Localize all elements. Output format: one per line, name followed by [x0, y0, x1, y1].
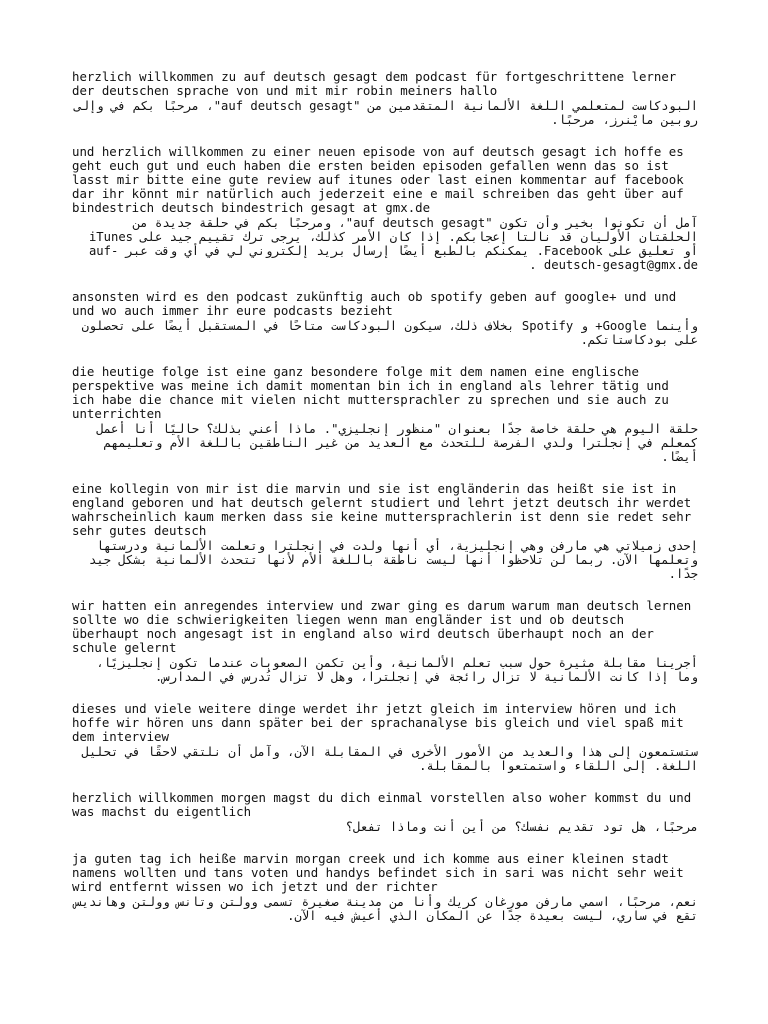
german-text: ja guten tag ich heiße marvin morgan creek und ich komme aus einer kleinen stadt namens wollten und tans voten und handys befindet sich in sari was nicht sehr weit wird entfernt wissen wo ich jetzt und der richter — [72, 851, 684, 894]
german-text: herzlich willkommen zu auf deutsch gesagt dem podcast für fortgeschrittene lerner der deutschen sprache von und mit mir robin meiners hallo — [72, 69, 677, 98]
paragraph-3 — [72, 290, 698, 347]
german-text: und herzlich willkommen zu einer neuen episode von auf deutsch gesagt ich hoffe es geht euch gut und euch haben die ersten beiden episoden gefallen wenn das so ist lasst mir bitte eine gute review auf itunes oder last einen kommentar auf facebook dar ihr könnt mir natürlich auch jederzeit eine e mail schreiben das geht über auf bindestrich deutsch bindestrich gesagt at gmx.de — [72, 144, 684, 215]
german-text: eine kollegin von mir ist die marvin und sie ist engländerin das heißt sie ist in england geboren und hat deutsch gelernt studiert und lehrt jetzt deutsch ihr werdet wahrscheinlich kaum merken dass sie keine muttersprachlerin ist denn sie redet sehr sehr gutes deutsch — [72, 481, 692, 538]
german-text: ansonsten wird es den podcast zukünftig auch ob spotify geben auf google+ und und und wo auch immer ihr eure podcasts bezieht — [72, 289, 677, 318]
arabic-translation: ستستمعون إلى هذا والعديد من الأمور الأخرى في المقابلة الآن، وآمل أن نلتقي لاحقًا في تحليل اللغة. إلى اللقاء واستمتعوا بالمقابلة. — [81, 745, 698, 773]
paragraph-7 — [72, 702, 698, 773]
paragraph-5 — [72, 482, 698, 581]
paragraph-4 — [72, 365, 698, 464]
german-text: herzlich willkommen morgen magst du dich einmal vorstellen also woher kommst du und was machst du eigentlich — [72, 790, 692, 819]
arabic-translation: البودكاست لمتعلمي اللغة الألمانية المتقدمين من "auf deutsch gesagt"، مرحبًا بكم في وإلى روبين مايْنرز، مرحبًا. — [74, 99, 698, 127]
german-text: wir hatten ein anregendes interview und zwar ging es darum warum man deutsch lernen sollte wo die schwierigkeiten liegen wenn man engländer ist und ob deutsch überhaupt noch angesagt ist in england also wird deutsch überhaupt noch an der schule gelernt — [72, 598, 692, 655]
arabic-translation: حلقة اليوم هي حلقة خاصة جدًا بعنوان "منظور إنجليزي". ماذا أعني بذلك؟ حاليًا أنا أعمل كمعلم في إنجلترا ولدي الفرصة للتحدث مع العديد من غير الناطقين باللغة الأم وتعليمهم أيضًا. — [96, 422, 698, 464]
paragraph-6 — [72, 599, 698, 684]
paragraph-9 — [72, 852, 698, 923]
paragraph-2 — [72, 145, 698, 272]
transcript-page — [72, 70, 698, 941]
paragraph-1 — [72, 70, 698, 127]
paragraph-8 — [72, 791, 698, 834]
arabic-translation: أجرينا مقابلة مثيرة حول سبب تعلم الألمانية، وأين تكمن الصعوبات عندما تكون إنجليزيًا، وما إذا كانت الألمانية لا تزال رائجة في إنجلترا، وهل لا تزال تُدرس في المدارس. — [96, 656, 698, 684]
german-text: die heutige folge ist eine ganz besondere folge mit dem namen eine englische perspektive was meine ich damit momentan bin ich in england als lehrer tätig und ich habe die chance mit vielen nicht muttersprachler zu sprechen und sie auch zu unterrichten — [72, 364, 669, 421]
arabic-translation: إحدى زميلاتي هي مارفن وهي إنجليزية، أي أنها ولدت في إنجلترا وتعلمت الألمانية ودرستها وتعلمها الآن. ربما لن تلاحظوا أنها ليست ناطقة باللغة الأم لأنها تتحدث الألمانية بشكل جيد جدًا. — [88, 539, 698, 581]
arabic-translation: آمل أن تكونوا بخير وأن تكون "auf deutsch gesagt"، ومرحبًا بكم في حلقة جديدة من الحلقتان الأوليان قد نالتا إعجابكم. إذا كان الأمر كذلك، يرجى ترك تقييم جيد على iTunes أو تعليق على Facebook. يمكنكم بالطبع أيضًا إرسال بريد إلكتروني لي في أي وقت عبر auf-deutsch-gesagt@gmx.de . — [88, 216, 698, 272]
arabic-translation: مرحبًا، هل تود تقديم نفسك؟ من أين أنت وماذا تفعل؟ — [345, 820, 698, 834]
arabic-translation: نعم، مرحبًا، اسمي مارفن مورغان كريك وأنا من مدينة صغيرة تسمى وولتن وتانس وولتن وهانديس تقع في ساري، ليست بعيدة جدًا عن المكان الذي أعيش فيه الآن. — [74, 895, 698, 923]
german-text: dieses und viele weitere dinge werdet ihr jetzt gleich im interview hören und ich hoffe wir hören uns dann später bei der sprachanalyse bis gleich und viel spaß mit dem interview — [72, 701, 684, 744]
arabic-translation: وأينما Google+ و Spotify بخلاف ذلك، سيكون البودكاست متاحًا في المستقبل أيضًا على تحصلون على بودكاستاتكم. — [81, 319, 698, 347]
